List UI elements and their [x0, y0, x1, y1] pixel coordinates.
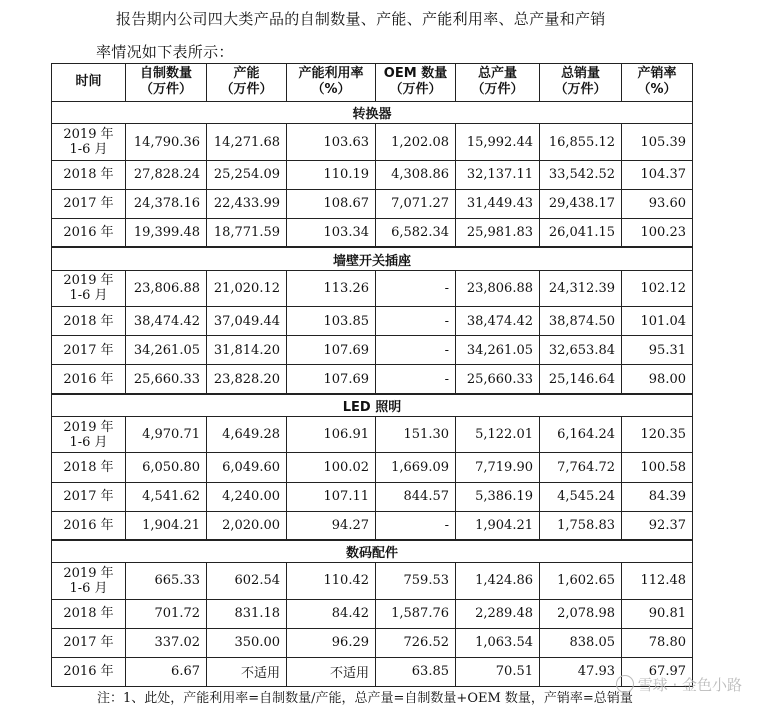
- value-cell: 2,020.00: [207, 511, 287, 540]
- value-cell: 96.29: [287, 628, 376, 657]
- value-cell: 1,424.86: [456, 563, 540, 600]
- value-cell: 25,660.33: [456, 365, 540, 394]
- period-year: 2017 年: [63, 635, 114, 651]
- value-cell: 24,312.39: [540, 270, 622, 307]
- value-cell: 2,078.98: [540, 599, 622, 628]
- value-cell: 84.39: [622, 482, 693, 511]
- value-cell: 100.58: [622, 453, 693, 482]
- value-cell: 103.63: [287, 124, 376, 161]
- value-cell: -: [376, 336, 456, 365]
- value-cell: 4,649.28: [207, 416, 287, 453]
- value-cell: 103.34: [287, 218, 376, 247]
- period-year: 2017 年: [63, 489, 114, 505]
- value-cell: 34,261.05: [456, 336, 540, 365]
- value-cell: 90.81: [622, 599, 693, 628]
- value-cell: 100.02: [287, 453, 376, 482]
- value-cell: 94.27: [287, 511, 376, 540]
- value-cell: 15,992.44: [456, 124, 540, 161]
- value-cell: 63.85: [376, 657, 456, 686]
- column-header: [207, 64, 287, 102]
- table-row: [52, 599, 693, 628]
- value-cell: 838.05: [540, 628, 622, 657]
- value-cell: -: [376, 511, 456, 540]
- value-cell: 6,050.80: [126, 453, 207, 482]
- footnote: 注：1、此处，产能利用率=自制数量/产能，总产量=自制数量+OEM 数量，产销率=总销量: [97, 691, 633, 706]
- value-cell: 25,146.64: [540, 365, 622, 394]
- column-header-title: 总销量: [560, 66, 600, 82]
- table-header-row: [52, 64, 693, 102]
- section-row: [52, 394, 693, 417]
- table-row: [52, 453, 693, 482]
- value-cell: 92.37: [622, 511, 693, 540]
- value-cell: 78.80: [622, 628, 693, 657]
- period-year: 2018 年: [63, 313, 114, 329]
- column-header: [456, 64, 540, 102]
- value-cell: 38,874.50: [540, 307, 622, 336]
- value-cell: 25,981.83: [456, 218, 540, 247]
- value-cell: 19,399.48: [126, 218, 207, 247]
- value-cell: 665.33: [126, 563, 207, 600]
- period-cell: [52, 511, 126, 540]
- period-year: 2018 年: [63, 167, 114, 183]
- value-cell: -: [376, 307, 456, 336]
- value-cell: 6.67: [126, 657, 207, 686]
- value-cell: 34,261.05: [126, 336, 207, 365]
- period-year: 2016 年: [63, 664, 114, 680]
- section-title: 墙壁开关插座: [52, 247, 693, 270]
- column-header-title: 总产量: [477, 66, 517, 82]
- value-cell: 95.31: [622, 336, 693, 365]
- table-row: [52, 657, 693, 686]
- value-cell: 25,660.33: [126, 365, 207, 394]
- value-cell: 350.00: [207, 628, 287, 657]
- value-cell: 107.69: [287, 365, 376, 394]
- period-year: 2018 年: [63, 459, 114, 475]
- value-cell: 831.18: [207, 599, 287, 628]
- section-title: 数码配件: [52, 540, 693, 563]
- table-row: [52, 218, 693, 247]
- value-cell: 70.51: [456, 657, 540, 686]
- value-cell: 不适用: [287, 657, 376, 686]
- table-row: [52, 270, 693, 307]
- value-cell: 1,063.54: [456, 628, 540, 657]
- value-cell: 27,828.24: [126, 160, 207, 189]
- period-cell: [52, 124, 126, 161]
- column-header-unit: （%）: [311, 82, 351, 98]
- period-months: 1-6 月: [69, 288, 108, 304]
- value-cell: 101.04: [622, 307, 693, 336]
- value-cell: 844.57: [376, 482, 456, 511]
- column-header: [287, 64, 376, 102]
- value-cell: 98.00: [622, 365, 693, 394]
- value-cell: 31,449.43: [456, 189, 540, 218]
- table-row: [52, 628, 693, 657]
- intro-line-2: 率情况如下表所示：: [96, 43, 234, 61]
- period-cell: [52, 270, 126, 307]
- value-cell: 2,289.48: [456, 599, 540, 628]
- table-row: [52, 160, 693, 189]
- value-cell: 1,587.76: [376, 599, 456, 628]
- value-cell: 120.35: [622, 416, 693, 453]
- value-cell: -: [376, 270, 456, 307]
- column-header: [126, 64, 207, 102]
- value-cell: 113.26: [287, 270, 376, 307]
- value-cell: 25,254.09: [207, 160, 287, 189]
- value-cell: 701.72: [126, 599, 207, 628]
- period-cell: [52, 628, 126, 657]
- section-row: [52, 101, 693, 124]
- value-cell: 103.85: [287, 307, 376, 336]
- section-row: [52, 540, 693, 563]
- period-cell: [52, 482, 126, 511]
- period-months: 1-6 月: [69, 142, 108, 158]
- value-cell: 不适用: [207, 657, 287, 686]
- period-cell: [52, 416, 126, 453]
- column-header: [376, 64, 456, 102]
- table-row: [52, 189, 693, 218]
- value-cell: 337.02: [126, 628, 207, 657]
- value-cell: 93.60: [622, 189, 693, 218]
- column-header-title: 产能: [233, 66, 260, 82]
- value-cell: 105.39: [622, 124, 693, 161]
- watermark: [616, 674, 742, 695]
- value-cell: 26,041.15: [540, 218, 622, 247]
- value-cell: 1,904.21: [126, 511, 207, 540]
- column-header-title: 产能利用率: [298, 66, 364, 82]
- period-year: 2019 年: [63, 419, 114, 435]
- value-cell: 18,771.59: [207, 218, 287, 247]
- value-cell: 6,164.24: [540, 416, 622, 453]
- value-cell: 110.42: [287, 563, 376, 600]
- column-header: [622, 64, 693, 102]
- period-cell: [52, 189, 126, 218]
- period-year: 2016 年: [63, 371, 114, 387]
- value-cell: 14,271.68: [207, 124, 287, 161]
- intro-paragraph: [96, 4, 696, 67]
- value-cell: 104.37: [622, 160, 693, 189]
- table-row: [52, 365, 693, 394]
- value-cell: 21,020.12: [207, 270, 287, 307]
- column-header: [540, 64, 622, 102]
- period-cell: [52, 453, 126, 482]
- value-cell: 37,049.44: [207, 307, 287, 336]
- period-year: 2018 年: [63, 606, 114, 622]
- value-cell: 4,970.71: [126, 416, 207, 453]
- watermark-text: 雪球 · 金色小路: [637, 676, 742, 694]
- period-cell: [52, 218, 126, 247]
- value-cell: 47.93: [540, 657, 622, 686]
- table-row: [52, 511, 693, 540]
- period-cell: [52, 307, 126, 336]
- value-cell: 1,904.21: [456, 511, 540, 540]
- period-year: 2016 年: [63, 517, 114, 533]
- value-cell: 67.97: [622, 657, 693, 686]
- period-cell: [52, 563, 126, 600]
- value-cell: 110.19: [287, 160, 376, 189]
- snowball-logo-icon: [616, 675, 634, 693]
- table-row: [52, 336, 693, 365]
- period-year: 2019 年: [63, 565, 114, 581]
- period-year: 2019 年: [63, 127, 114, 143]
- value-cell: 4,308.86: [376, 160, 456, 189]
- column-header-unit: （万件）: [389, 82, 442, 98]
- period-cell: [52, 336, 126, 365]
- column-header-unit: （万件）: [554, 82, 607, 98]
- column-header-title: 自制数量: [139, 66, 192, 82]
- table-row: [52, 124, 693, 161]
- value-cell: 6,582.34: [376, 218, 456, 247]
- period-year: 2019 年: [63, 273, 114, 289]
- period-year: 2016 年: [63, 225, 114, 241]
- value-cell: 38,474.42: [126, 307, 207, 336]
- value-cell: 23,828.20: [207, 365, 287, 394]
- column-header-unit: （%）: [637, 82, 677, 98]
- value-cell: -: [376, 365, 456, 394]
- column-header-title: 产销率: [637, 66, 677, 82]
- table-row: [52, 563, 693, 600]
- value-cell: 759.53: [376, 563, 456, 600]
- value-cell: 4,545.24: [540, 482, 622, 511]
- value-cell: 106.91: [287, 416, 376, 453]
- period-months: 1-6 月: [69, 434, 108, 450]
- value-cell: 33,542.52: [540, 160, 622, 189]
- value-cell: 14,790.36: [126, 124, 207, 161]
- value-cell: 7,071.27: [376, 189, 456, 218]
- value-cell: 7,719.90: [456, 453, 540, 482]
- value-cell: 1,758.83: [540, 511, 622, 540]
- value-cell: 107.69: [287, 336, 376, 365]
- value-cell: 108.67: [287, 189, 376, 218]
- value-cell: 4,240.00: [207, 482, 287, 511]
- value-cell: 1,669.09: [376, 453, 456, 482]
- value-cell: 23,806.88: [456, 270, 540, 307]
- period-months: 1-6 月: [69, 580, 108, 596]
- value-cell: 100.23: [622, 218, 693, 247]
- value-cell: 726.52: [376, 628, 456, 657]
- value-cell: 1,602.65: [540, 563, 622, 600]
- value-cell: 16,855.12: [540, 124, 622, 161]
- intro-line-1: 报告期内公司四大类产品的自制数量、产能、产能利用率、总产量和产销: [116, 10, 606, 28]
- value-cell: 24,378.16: [126, 189, 207, 218]
- period-cell: [52, 160, 126, 189]
- period-year: 2017 年: [63, 342, 114, 358]
- column-header-title: OEM 数量: [383, 66, 448, 82]
- section-title: LED 照明: [52, 394, 693, 417]
- section-row: [52, 247, 693, 270]
- column-header-unit: （万件）: [220, 82, 273, 98]
- value-cell: 102.12: [622, 270, 693, 307]
- production-table: [51, 63, 693, 687]
- period-cell: [52, 599, 126, 628]
- value-cell: 32,653.84: [540, 336, 622, 365]
- period-year: 2017 年: [63, 196, 114, 212]
- value-cell: 112.48: [622, 563, 693, 600]
- value-cell: 29,438.17: [540, 189, 622, 218]
- value-cell: 1,202.08: [376, 124, 456, 161]
- period-cell: [52, 657, 126, 686]
- value-cell: 32,137.11: [456, 160, 540, 189]
- value-cell: 22,433.99: [207, 189, 287, 218]
- period-cell: [52, 365, 126, 394]
- value-cell: 6,049.60: [207, 453, 287, 482]
- column-header-unit: （万件）: [139, 82, 192, 98]
- column-header-title: 时间: [75, 74, 102, 90]
- value-cell: 5,122.01: [456, 416, 540, 453]
- column-header: [52, 64, 126, 102]
- value-cell: 4,541.62: [126, 482, 207, 511]
- value-cell: 5,386.19: [456, 482, 540, 511]
- column-header-unit: （万件）: [471, 82, 524, 98]
- table-row: [52, 482, 693, 511]
- table-row: [52, 416, 693, 453]
- value-cell: 602.54: [207, 563, 287, 600]
- value-cell: 7,764.72: [540, 453, 622, 482]
- value-cell: 151.30: [376, 416, 456, 453]
- value-cell: 31,814.20: [207, 336, 287, 365]
- value-cell: 38,474.42: [456, 307, 540, 336]
- value-cell: 107.11: [287, 482, 376, 511]
- section-title: 转换器: [52, 101, 693, 124]
- value-cell: 23,806.88: [126, 270, 207, 307]
- table-row: [52, 307, 693, 336]
- value-cell: 84.42: [287, 599, 376, 628]
